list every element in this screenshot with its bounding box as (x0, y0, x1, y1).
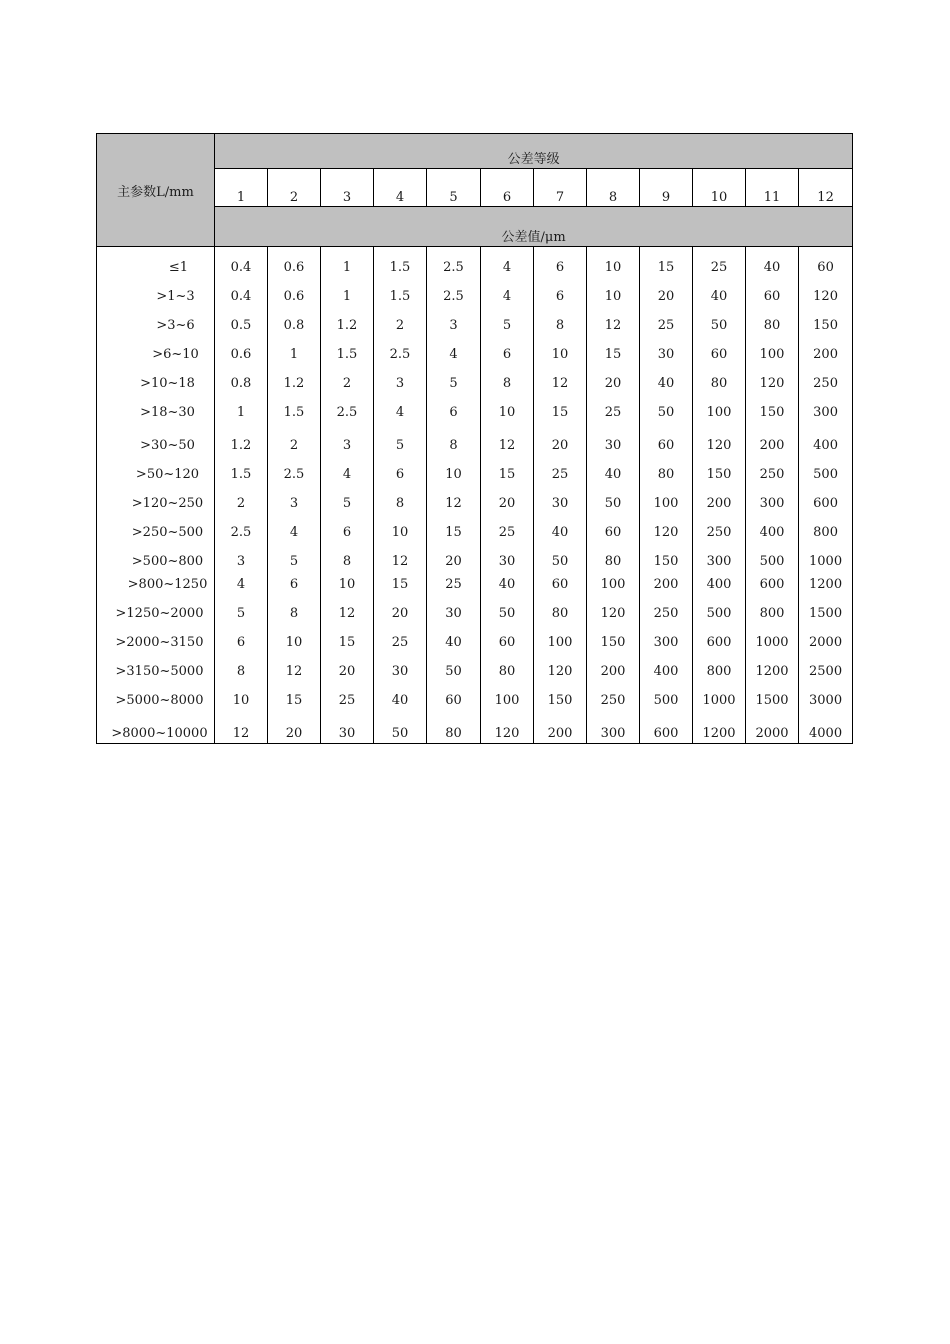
value-cell: 30 (321, 710, 374, 744)
value-cell: 2.5 (427, 277, 481, 306)
range-cell: >2000~3150 (97, 623, 215, 652)
value-cell: 10 (481, 393, 534, 422)
value-cell: 600 (799, 484, 853, 513)
value-cell: 40 (534, 513, 587, 542)
value-cell: 80 (534, 594, 587, 623)
table-row (97, 306, 853, 335)
range-cell: >120~250 (97, 484, 215, 513)
value-cell: 30 (587, 422, 640, 455)
value-cell: 200 (693, 484, 746, 513)
value-cell: 80 (640, 455, 693, 484)
value-cell: 3 (215, 542, 268, 571)
value-cell: 40 (374, 681, 427, 710)
grade-cell: 9 (640, 169, 693, 207)
value-cell: 6 (374, 455, 427, 484)
value-cell: 15 (587, 335, 640, 364)
value-cell: 4 (215, 571, 268, 594)
value-cell: 2.5 (374, 335, 427, 364)
value-cell: 50 (587, 484, 640, 513)
grade-cell: 6 (481, 169, 534, 207)
value-cell: 30 (640, 335, 693, 364)
value-cell: 4 (427, 335, 481, 364)
range-cell: >250~500 (97, 513, 215, 542)
value-cell: 150 (746, 393, 799, 422)
value-cell: 1 (215, 393, 268, 422)
table-row (97, 277, 853, 306)
range-cell: >10~18 (97, 364, 215, 393)
grade-cell: 1 (215, 169, 268, 207)
value-cell: 1.5 (374, 277, 427, 306)
value-cell: 250 (693, 513, 746, 542)
value-cell: 800 (693, 652, 746, 681)
unit-header: 公差值/μm (215, 207, 853, 247)
value-cell: 30 (534, 484, 587, 513)
value-cell: 60 (799, 247, 853, 277)
value-cell: 2500 (799, 652, 853, 681)
value-cell: 5 (427, 364, 481, 393)
table-row (97, 652, 853, 681)
value-cell: 250 (587, 681, 640, 710)
value-cell: 0.8 (215, 364, 268, 393)
value-cell: 100 (640, 484, 693, 513)
value-cell: 25 (534, 455, 587, 484)
value-cell: 80 (693, 364, 746, 393)
value-cell: 1.5 (215, 455, 268, 484)
value-cell: 25 (321, 681, 374, 710)
value-cell: 800 (799, 513, 853, 542)
value-cell: 250 (799, 364, 853, 393)
value-cell: 50 (374, 710, 427, 744)
value-cell: 1500 (746, 681, 799, 710)
grade-cell: 4 (374, 169, 427, 207)
value-cell: 15 (640, 247, 693, 277)
value-cell: 25 (481, 513, 534, 542)
value-cell: 5 (268, 542, 321, 571)
value-cell: 150 (640, 542, 693, 571)
value-cell: 80 (481, 652, 534, 681)
value-cell: 12 (534, 364, 587, 393)
table-row (97, 594, 853, 623)
value-cell: 25 (693, 247, 746, 277)
value-cell: 6 (321, 513, 374, 542)
value-cell: 1 (268, 335, 321, 364)
value-cell: 150 (534, 681, 587, 710)
value-cell: 20 (321, 652, 374, 681)
range-cell: ≤1 (97, 247, 215, 277)
value-cell: 12 (215, 710, 268, 744)
range-cell: >800~1250 (97, 571, 215, 594)
value-cell: 40 (746, 247, 799, 277)
value-cell: 8 (374, 484, 427, 513)
value-cell: 30 (481, 542, 534, 571)
value-cell: 20 (374, 594, 427, 623)
value-cell: 60 (427, 681, 481, 710)
value-cell: 100 (587, 571, 640, 594)
value-cell: 2 (215, 484, 268, 513)
value-cell: 12 (374, 542, 427, 571)
value-cell: 8 (427, 422, 481, 455)
value-cell: 6 (534, 247, 587, 277)
value-cell: 150 (799, 306, 853, 335)
value-cell: 250 (640, 594, 693, 623)
value-cell: 10 (587, 277, 640, 306)
value-cell: 1 (321, 247, 374, 277)
range-cell: >5000~8000 (97, 681, 215, 710)
value-cell: 1000 (799, 542, 853, 571)
value-cell: 1.2 (268, 364, 321, 393)
value-cell: 4 (268, 513, 321, 542)
value-cell: 1200 (693, 710, 746, 744)
value-cell: 500 (746, 542, 799, 571)
value-cell: 3 (268, 484, 321, 513)
value-cell: 300 (799, 393, 853, 422)
value-cell: 20 (427, 542, 481, 571)
value-cell: 10 (215, 681, 268, 710)
value-cell: 60 (640, 422, 693, 455)
value-cell: 1200 (746, 652, 799, 681)
value-cell: 6 (427, 393, 481, 422)
grade-header: 公差等级 (215, 134, 853, 169)
value-cell: 600 (693, 623, 746, 652)
value-cell: 12 (268, 652, 321, 681)
value-cell: 1 (321, 277, 374, 306)
value-cell: 40 (427, 623, 481, 652)
range-cell: >1~3 (97, 277, 215, 306)
value-cell: 300 (746, 484, 799, 513)
value-cell: 20 (587, 364, 640, 393)
value-cell: 1.2 (321, 306, 374, 335)
value-cell: 200 (640, 571, 693, 594)
value-cell: 120 (746, 364, 799, 393)
value-cell: 2.5 (427, 247, 481, 277)
grade-cell: 7 (534, 169, 587, 207)
value-cell: 3 (321, 422, 374, 455)
value-cell: 120 (587, 594, 640, 623)
value-cell: 600 (746, 571, 799, 594)
value-cell: 4 (481, 277, 534, 306)
value-cell: 40 (693, 277, 746, 306)
value-cell: 200 (746, 422, 799, 455)
value-cell: 12 (427, 484, 481, 513)
value-cell: 10 (427, 455, 481, 484)
range-cell: >500~800 (97, 542, 215, 571)
value-cell: 8 (321, 542, 374, 571)
value-cell: 20 (481, 484, 534, 513)
value-cell: 50 (640, 393, 693, 422)
value-cell: 15 (374, 571, 427, 594)
value-cell: 6 (481, 335, 534, 364)
value-cell: 5 (374, 422, 427, 455)
value-cell: 4 (481, 247, 534, 277)
value-cell: 15 (321, 623, 374, 652)
value-cell: 2 (374, 306, 427, 335)
value-cell: 25 (374, 623, 427, 652)
value-cell: 4000 (799, 710, 853, 744)
value-cell: 3 (427, 306, 481, 335)
value-cell: 1.5 (321, 335, 374, 364)
value-cell: 400 (640, 652, 693, 681)
range-cell: >3~6 (97, 306, 215, 335)
value-cell: 300 (693, 542, 746, 571)
value-cell: 80 (746, 306, 799, 335)
value-cell: 20 (534, 422, 587, 455)
value-cell: 200 (534, 710, 587, 744)
value-cell: 3000 (799, 681, 853, 710)
value-cell: 500 (693, 594, 746, 623)
value-cell: 300 (640, 623, 693, 652)
value-cell: 12 (321, 594, 374, 623)
value-cell: 40 (481, 571, 534, 594)
range-cell: >50~120 (97, 455, 215, 484)
table-row (97, 247, 853, 277)
value-cell: 1200 (799, 571, 853, 594)
value-cell: 80 (427, 710, 481, 744)
value-cell: 15 (268, 681, 321, 710)
table-row (97, 422, 853, 455)
value-cell: 6 (215, 623, 268, 652)
value-cell: 60 (746, 277, 799, 306)
grade-cell: 10 (693, 169, 746, 207)
value-cell: 20 (640, 277, 693, 306)
value-cell: 12 (587, 306, 640, 335)
table-row (97, 364, 853, 393)
value-cell: 600 (640, 710, 693, 744)
value-cell: 200 (799, 335, 853, 364)
value-cell: 60 (587, 513, 640, 542)
value-cell: 3 (374, 364, 427, 393)
value-cell: 10 (321, 571, 374, 594)
range-cell: >30~50 (97, 422, 215, 455)
value-cell: 5 (215, 594, 268, 623)
value-cell: 100 (481, 681, 534, 710)
value-cell: 1000 (746, 623, 799, 652)
value-cell: 2000 (799, 623, 853, 652)
value-cell: 6 (534, 277, 587, 306)
grade-cell: 2 (268, 169, 321, 207)
value-cell: 50 (693, 306, 746, 335)
value-cell: 6 (268, 571, 321, 594)
value-cell: 120 (534, 652, 587, 681)
value-cell: 30 (374, 652, 427, 681)
value-cell: 2.5 (268, 455, 321, 484)
value-cell: 60 (481, 623, 534, 652)
value-cell: 1000 (693, 681, 746, 710)
table-row (97, 571, 853, 594)
value-cell: 8 (534, 306, 587, 335)
value-cell: 2.5 (215, 513, 268, 542)
value-cell: 40 (587, 455, 640, 484)
value-cell: 120 (640, 513, 693, 542)
table-row (97, 542, 853, 571)
value-cell: 15 (534, 393, 587, 422)
range-cell: >8000~10000 (97, 710, 215, 744)
value-cell: 120 (693, 422, 746, 455)
value-cell: 4 (321, 455, 374, 484)
value-cell: 2 (268, 422, 321, 455)
value-cell: 400 (746, 513, 799, 542)
value-cell: 0.6 (268, 247, 321, 277)
value-cell: 10 (534, 335, 587, 364)
value-cell: 20 (268, 710, 321, 744)
value-cell: 400 (693, 571, 746, 594)
value-cell: 0.5 (215, 306, 268, 335)
table-row (97, 335, 853, 364)
value-cell: 10 (268, 623, 321, 652)
value-cell: 1.5 (374, 247, 427, 277)
range-cell: >18~30 (97, 393, 215, 422)
value-cell: 120 (481, 710, 534, 744)
value-cell: 8 (215, 652, 268, 681)
tolerance-table (96, 133, 853, 744)
value-cell: 100 (693, 393, 746, 422)
range-cell: >3150~5000 (97, 652, 215, 681)
grade-cell: 3 (321, 169, 374, 207)
value-cell: 5 (481, 306, 534, 335)
table-row (97, 623, 853, 652)
value-cell: 0.6 (215, 335, 268, 364)
table-row (97, 681, 853, 710)
value-cell: 40 (640, 364, 693, 393)
value-cell: 150 (587, 623, 640, 652)
value-cell: 12 (481, 422, 534, 455)
value-cell: 1500 (799, 594, 853, 623)
value-cell: 0.4 (215, 247, 268, 277)
table-row (97, 513, 853, 542)
value-cell: 1.2 (215, 422, 268, 455)
value-cell: 2.5 (321, 393, 374, 422)
value-cell: 2 (321, 364, 374, 393)
value-cell: 500 (799, 455, 853, 484)
value-cell: 100 (746, 335, 799, 364)
value-cell: 25 (427, 571, 481, 594)
table-row (97, 393, 853, 422)
grade-cell: 8 (587, 169, 640, 207)
value-cell: 2000 (746, 710, 799, 744)
value-cell: 120 (799, 277, 853, 306)
value-cell: 300 (587, 710, 640, 744)
range-cell: >1250~2000 (97, 594, 215, 623)
grade-cell: 12 (799, 169, 853, 207)
value-cell: 200 (587, 652, 640, 681)
param-header: 主参数L/mm (97, 134, 215, 247)
value-cell: 400 (799, 422, 853, 455)
value-cell: 10 (374, 513, 427, 542)
value-cell: 5 (321, 484, 374, 513)
value-cell: 8 (481, 364, 534, 393)
table-row (97, 484, 853, 513)
value-cell: 60 (693, 335, 746, 364)
value-cell: 0.4 (215, 277, 268, 306)
value-cell: 15 (481, 455, 534, 484)
value-cell: 15 (427, 513, 481, 542)
value-cell: 10 (587, 247, 640, 277)
value-cell: 25 (587, 393, 640, 422)
value-cell: 25 (640, 306, 693, 335)
range-cell: >6~10 (97, 335, 215, 364)
grade-cell: 11 (746, 169, 799, 207)
value-cell: 8 (268, 594, 321, 623)
table-body (97, 247, 853, 744)
value-cell: 800 (746, 594, 799, 623)
value-cell: 30 (427, 594, 481, 623)
value-cell: 50 (481, 594, 534, 623)
value-cell: 1.5 (268, 393, 321, 422)
value-cell: 100 (534, 623, 587, 652)
table-row (97, 710, 853, 744)
value-cell: 0.8 (268, 306, 321, 335)
value-cell: 0.6 (268, 277, 321, 306)
value-cell: 50 (534, 542, 587, 571)
value-cell: 50 (427, 652, 481, 681)
table-row (97, 455, 853, 484)
value-cell: 80 (587, 542, 640, 571)
value-cell: 4 (374, 393, 427, 422)
value-cell: 60 (534, 571, 587, 594)
value-cell: 150 (693, 455, 746, 484)
value-cell: 250 (746, 455, 799, 484)
value-cell: 500 (640, 681, 693, 710)
grade-cell: 5 (427, 169, 481, 207)
